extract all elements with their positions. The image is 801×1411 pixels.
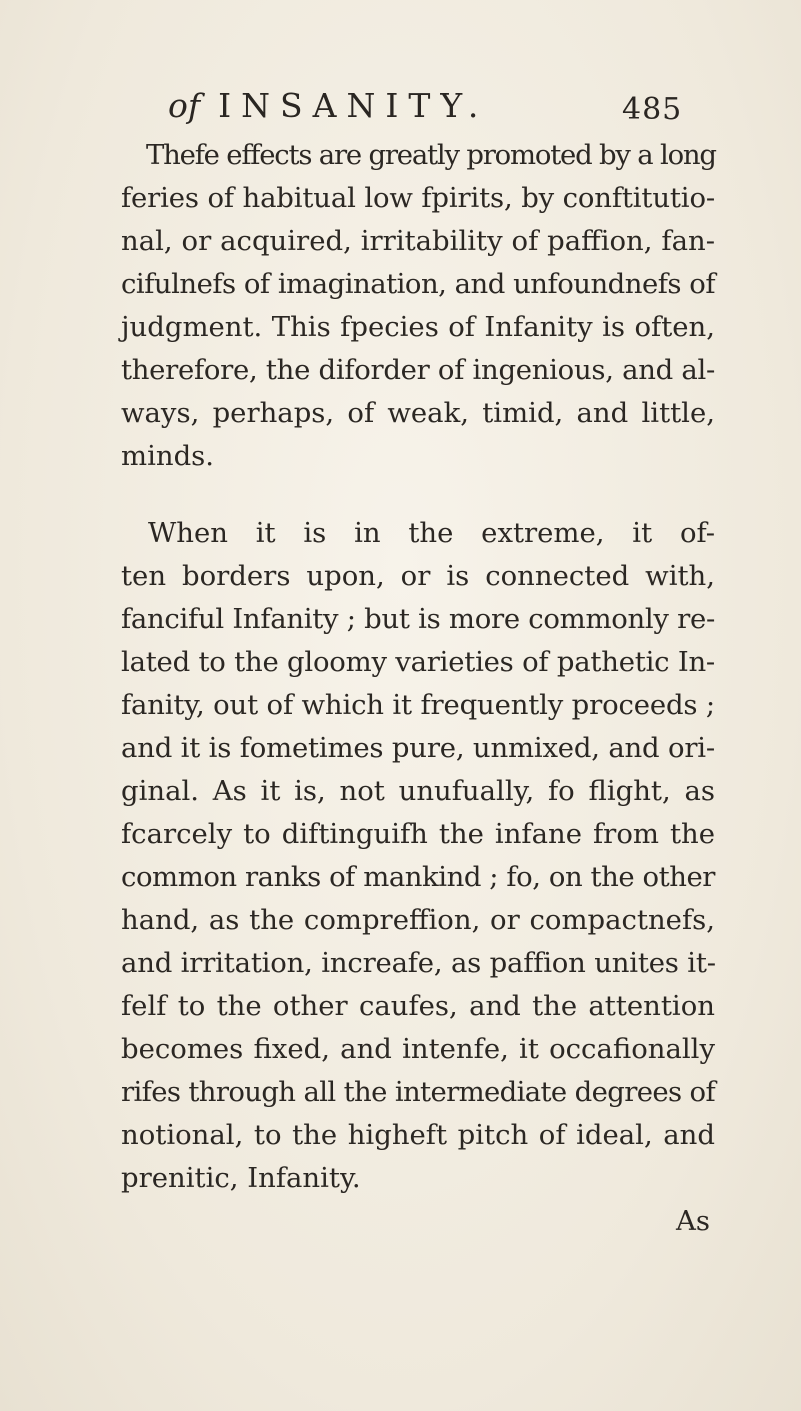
catchword: As <box>676 1205 710 1237</box>
text-line: ten borders upon, or is connected with, <box>121 560 715 592</box>
text-line: therefore, the diforder of ingenious, and al- <box>121 354 715 386</box>
text-line: nal, or acquired, irritability of paffion, fan- <box>121 225 715 257</box>
running-head-prefix: of <box>168 86 201 125</box>
text-line: notional, to the higheft pitch of ideal, and <box>121 1119 715 1151</box>
text-line: rifes through all the intermediate degrees of <box>121 1076 715 1108</box>
text-line: common ranks of mankind ; fo, on the other <box>121 861 715 893</box>
text-line: fcarcely to diftinguifh the infane from the <box>121 818 715 850</box>
text-line: cifulnefs of imagination, and unfoundnefs of <box>121 268 715 300</box>
text-line: hand, as the compreffion, or compactnefs, <box>121 904 715 936</box>
text-line: fanciful Infanity ; but is more commonly re- <box>121 603 715 635</box>
page-number: 485 <box>622 92 683 127</box>
running-head <box>168 86 588 126</box>
text-line: Thefe effects are greatly promoted by a long <box>146 139 716 171</box>
text-line: minds. <box>121 440 215 472</box>
text-line: prenitic, Infanity. <box>121 1162 361 1194</box>
text-line: feries of habitual low fpirits, by conftitutio- <box>121 182 715 214</box>
text-line: judgment. This fpecies of Infanity is often, <box>121 311 715 343</box>
text-line: becomes fixed, and intenfe, it occafionally <box>121 1033 715 1065</box>
text-line: and irritation, increafe, as paffion unites it- <box>121 947 716 979</box>
text-line: When it is in the extreme, it of- <box>148 517 715 549</box>
text-line: lated to the gloomy varieties of pathetic In- <box>121 646 715 678</box>
text-line: and it is fometimes pure, unmixed, and ori- <box>121 732 715 764</box>
text-line: ways, perhaps, of weak, timid, and little, <box>121 397 715 429</box>
text-line: felf to the other caufes, and the attention <box>121 990 715 1022</box>
running-head-title: INSANITY. <box>218 86 489 125</box>
text-line: fanity, out of which it frequently proceeds ; <box>121 689 715 721</box>
text-line: ginal. As it is, not unufually, fo flight, as <box>121 775 715 807</box>
